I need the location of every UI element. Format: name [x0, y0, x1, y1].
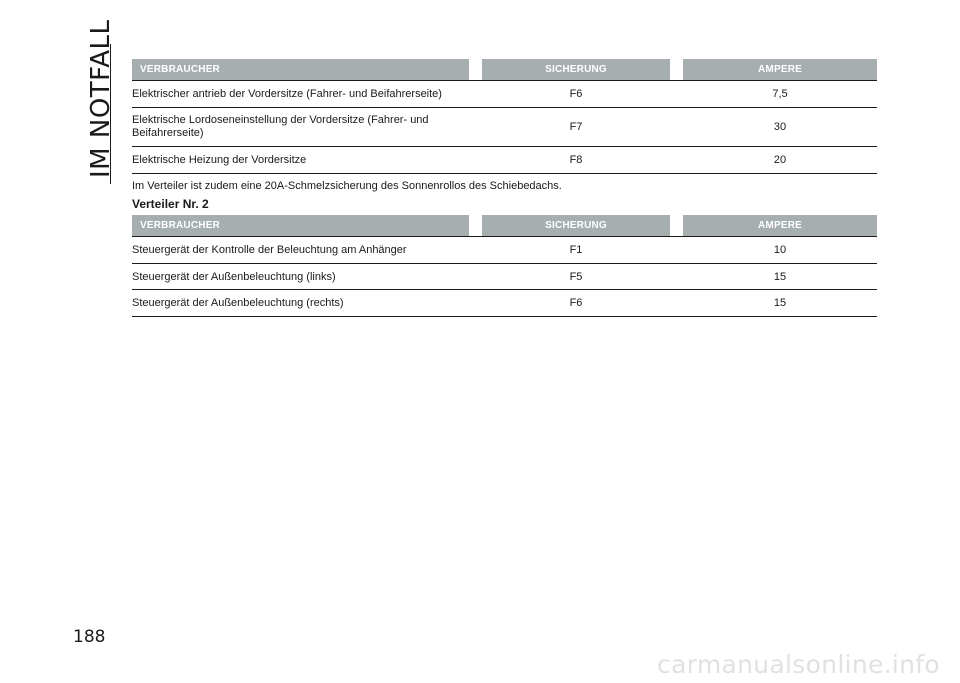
table-header — [132, 215, 877, 237]
ampere-cell: 7,5 — [772, 88, 788, 100]
ampere-cell: 15 — [773, 270, 787, 283]
fuse-table-2 — [132, 215, 877, 317]
ampere-cell: 15 — [773, 297, 787, 309]
page-number: 188 — [73, 627, 106, 647]
header-consumer: VERBRAUCHER — [132, 59, 469, 80]
fuse-cell: F7 — [569, 121, 583, 133]
consumer-cell: Steuergerät der Außenbeleuchtung (links) — [132, 270, 336, 283]
fuse-cell: F8 — [569, 154, 583, 166]
ampere-cell: 10 — [773, 244, 787, 256]
ampere-cell: 20 — [773, 154, 787, 166]
table-row — [132, 81, 877, 108]
fuse-table-1 — [132, 59, 877, 174]
table-row — [132, 290, 877, 317]
table-row — [132, 264, 877, 290]
header-ampere: AMPERE — [683, 215, 877, 236]
fuse-cell: F6 — [569, 297, 583, 309]
consumer-cell: Elektrische Heizung der Vordersitze — [132, 154, 307, 166]
consumer-cell: Steuergerät der Kontrolle der Beleuchtung am Anhänger — [132, 244, 407, 256]
table-row — [132, 108, 877, 147]
fuse-cell: F1 — [569, 244, 583, 256]
table-row — [132, 147, 877, 174]
consumer-cell: Steuergerät der Außenbeleuchtung (rechts) — [132, 297, 344, 309]
note-text: Im Verteiler ist zudem eine 20A-Schmelzsicherung des Sonnenrollos des Schiebedachs. — [132, 180, 562, 192]
section-heading: Verteiler Nr. 2 — [132, 197, 209, 211]
consumer-line-1: Elektrische Lordoseneinstellung der Vordersitze (Fahrer- und — [132, 114, 429, 126]
consumer-cell: Elektrischer antrieb der Vordersitze (Fahrer- und Beifahrerseite) — [132, 88, 442, 100]
fuse-cell: F5 — [569, 270, 583, 283]
header-consumer: VERBRAUCHER — [132, 215, 469, 236]
header-fuse: SICHERUNG — [482, 59, 670, 80]
table-row — [132, 237, 877, 264]
header-fuse: SICHERUNG — [482, 215, 670, 236]
watermark-text[interactable]: carmanualsonline.info — [657, 650, 940, 679]
header-ampere: AMPERE — [683, 59, 877, 80]
section-side-label: IM NOTFALL — [86, 19, 116, 178]
fuse-cell: F6 — [569, 88, 583, 100]
consumer-line-2: Beifahrerseite) — [132, 127, 204, 139]
consumer-cell — [132, 108, 472, 146]
table-header — [132, 59, 877, 81]
ampere-cell: 30 — [773, 121, 787, 133]
